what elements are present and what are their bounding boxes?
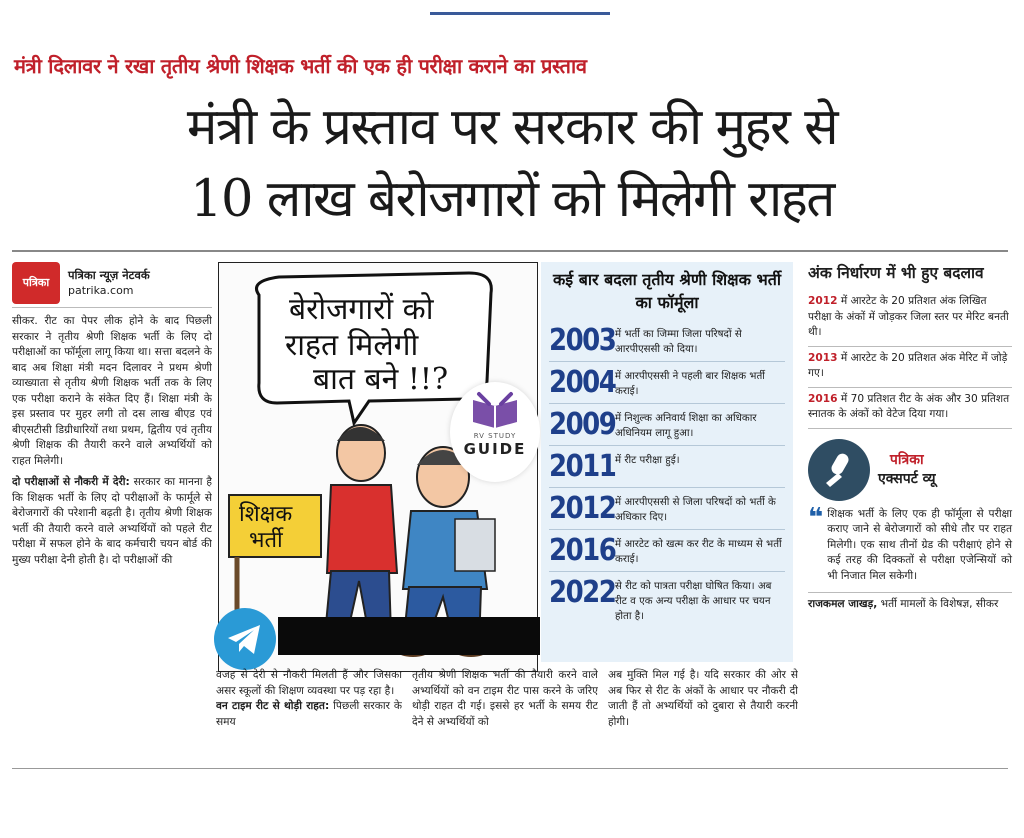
story-continuation-2: तृतीय श्रेणी शिक्षक भर्ती की तैयारी करने वाले अभ्यर्थियों को वन टाइम रीट पास करने के जरिए थोड़ी राहत दी गई। इससे हर भर्ती के समय रीट देने से अभ्यर्थियों को (412, 669, 598, 728)
kicker-headline: मंत्री दिलावर ने रखा तृतीय श्रेणी शिक्षक भर्ती की एक ही परीक्षा कराने का प्रस्ताव (14, 54, 587, 78)
man-figure-left (317, 425, 399, 645)
story-text: सरकार का मानना है कि शिक्षक भर्ती के लिए दो परीक्षाओं के फार्मूले से बेरोजगारों की परेशानी बढ़ती है। तृतीय श्रेणी शिक्षक भर्ती की तैयारी करने वाले अभ्यर्थियों को पहले रीट परीक्षा में सफल होने के बाद कर्मचारी चयन बोर्ड की मुख्य परीक्षा देनी होती है। दो परीक्षाओं की (12, 476, 212, 566)
timeline-item (549, 530, 785, 572)
marks-change-title: अंक निर्धारण में भी हुए बदलाव (808, 264, 984, 282)
story-text: वजह से देरी से नौकरी मिलती हैं और जिसका असर स्कूलों की शिक्षण व्यवस्था पर पड़ रहा है। (216, 669, 402, 697)
sign-line-1: शिक्षक (239, 502, 293, 527)
telegram-icon[interactable] (214, 608, 276, 670)
timeline-text: में आरपीएससी से जिला परिषदों को भर्ती के अधिकार दिए। (615, 497, 776, 523)
timeline-year: 2012 (549, 491, 616, 527)
timeline-text: में रीट परीक्षा हुई। (615, 455, 680, 466)
timeline-item (549, 404, 785, 446)
timeline-text: में निशुल्क अनिवार्य शिक्षा का अधिकार अधिनियम लागू हुआ। (615, 413, 757, 439)
patrika-logo: पत्रिका (12, 262, 60, 304)
marks-year: 2012 (808, 295, 838, 307)
marks-item (808, 388, 1012, 429)
sign-line-2: भर्ती (249, 528, 283, 553)
story-paragraph: सीकर. रीट का पेपर लीक होने के बाद पिछली सरकार ने तृतीय श्रेणी शिक्षक भर्ती के लिए दो परीक्षाओं का फॉर्मूला लागू किया था। सत्ता बदलने के बाद अब शिक्षा मंत्री मदन दिलावर ने प्रथम श्रेणी व्याख्याता से तृतीय श्रेणी शिक्षक भर्ती तक के लिए एक परीक्षा कराने के संकेत दिए हैं। शिक्षा मंत्री के इस प्रस्ताव पर मुहर लगी तो दस लाख बीएड एवं बीएसटीसी डिग्रीधारियों तथा प्रथम, द्वितीय एवं तृतीय श्रेणी शिक्षक की तैयारी करने वाले अभ्यर्थियों को राहत मिलेगी। (12, 315, 212, 467)
timeline-year: 2009 (549, 407, 616, 443)
byline-network: पत्रिका न्यूज़ नेटवर्क (68, 267, 150, 282)
marks-item (808, 290, 1012, 347)
timeline-text: से रीट को पात्रता परीक्षा घोषित किया। अब रीट व एक अन्य परीक्षा के आधार पर चयन होता है। (615, 581, 772, 622)
timeline-item (549, 320, 785, 362)
timeline-year: 2022 (549, 575, 616, 611)
bubble-line-2: राहत मिलेगी (285, 328, 419, 363)
headline-line-2: 10 लाख बेरोजगारों को मिलेगी राहत (190, 170, 834, 229)
timeline-year: 2003 (549, 323, 616, 359)
marks-item (808, 347, 1012, 388)
top-rule (430, 12, 610, 15)
bottom-rule (12, 768, 1008, 769)
timeline-item (549, 446, 785, 488)
marks-year: 2013 (808, 351, 838, 364)
headline-line-1: मंत्री के प्रस्ताव पर सरकार की मुहर से (186, 98, 838, 157)
marks-text: में 70 प्रतिशत रीट के अंक और 30 प्रतिशत स्नातक के अंकों को वेटेज दिया गया। (808, 392, 1010, 420)
marks-text: में आरटेट के 20 प्रतिशत अंक लिखित परीक्षा के अंकों में जोड़कर जिला स्तर पर मेरिट बनती थी। (808, 295, 1009, 338)
byline-site: patrika.com (68, 283, 134, 297)
timeline-title: कई बार बदला तृतीय श्रेणी शिक्षक भर्ती का फॉर्मूला (552, 270, 781, 312)
timeline-item (549, 488, 785, 530)
expert-label-2: एक्सपर्ट व्यू (878, 470, 936, 487)
story-text: पिछली सरकार के समय (216, 700, 402, 728)
rv-study-guide-watermark (450, 382, 540, 482)
timeline-text: में भर्ती का जिम्मा जिला परिषदों से आरपीएससी को दिया। (615, 329, 742, 355)
expert-name: राजकमल जाखड़, (808, 598, 878, 610)
formula-timeline-box (541, 262, 793, 662)
expert-quote-text: शिक्षक भर्ती के लिए एक ही फॉर्मूला से परीक्षा कराए जाने से बेरोजगारों को सीधे तौर पर राहत मिलेगी। एक साथ तीनों ग्रेड की परीक्षाएं होने से कई तरह की दिक्कतों से परीक्षा एजेन्सियों को भी निजात मिल सकेगी। (827, 507, 1012, 582)
book-hands-icon (469, 390, 521, 430)
telegram-plane-icon (214, 608, 276, 670)
right-column (808, 262, 1012, 768)
mic-hand-icon (808, 439, 870, 501)
headline-rule (12, 250, 1008, 252)
watermark-small-text: RV STUDY (473, 432, 517, 440)
byline-text (68, 267, 150, 299)
timeline-text: में आरपीएससी ने पहली बार शिक्षक भर्ती कराई। (615, 371, 765, 397)
watermark-big-text: GUIDE (463, 440, 527, 458)
expert-label-1: पत्रिका (889, 451, 924, 468)
expert-signature (808, 592, 1012, 613)
marks-year: 2016 (808, 392, 838, 405)
expert-view-label (878, 451, 936, 489)
story-subhead: वन टाइम रीट से थोड़ी राहत: (216, 700, 330, 712)
timeline-year: 2011 (549, 449, 616, 485)
timeline-year: 2016 (549, 533, 616, 569)
left-story-column (12, 258, 212, 768)
bubble-line-1: बेरोजगारों को (289, 292, 434, 327)
timeline-year: 2004 (549, 365, 616, 401)
redacted-bar (278, 617, 540, 655)
byline (12, 258, 212, 308)
expert-role: भर्ती मामलों के विशेषज्ञ, सीकर (880, 598, 999, 610)
expert-view-header (808, 439, 1012, 501)
marks-text: में आरटेट के 20 प्रतिशत अंक मेरिट में जोड़े गए। (808, 351, 1008, 379)
timeline-text: में आरटेट को खत्म कर रीट के माध्यम से भर्ती कराई। (615, 539, 782, 565)
quote-mark-icon: ❝ (808, 502, 824, 533)
microphone-icon (808, 439, 870, 501)
story-continuation-3: अब मुक्ति मिल गई है। यदि सरकार की ओर से अब फिर से रीट के अंकों के आधार पर नौकरी दी जाती हैं तो अभ्यर्थियों को दुबारा से तैयारी करनी होगी। (608, 669, 798, 728)
bubble-line-3: बात बने !!? (313, 362, 449, 397)
timeline-item (549, 572, 785, 628)
main-headline (0, 92, 1024, 236)
expert-quote (808, 502, 1012, 585)
story-paragraph (12, 475, 212, 568)
timeline-item (549, 362, 785, 404)
story-subhead: दो परीक्षाओं से नौकरी में देरी: (12, 476, 130, 488)
story-continuation-1 (216, 668, 402, 768)
